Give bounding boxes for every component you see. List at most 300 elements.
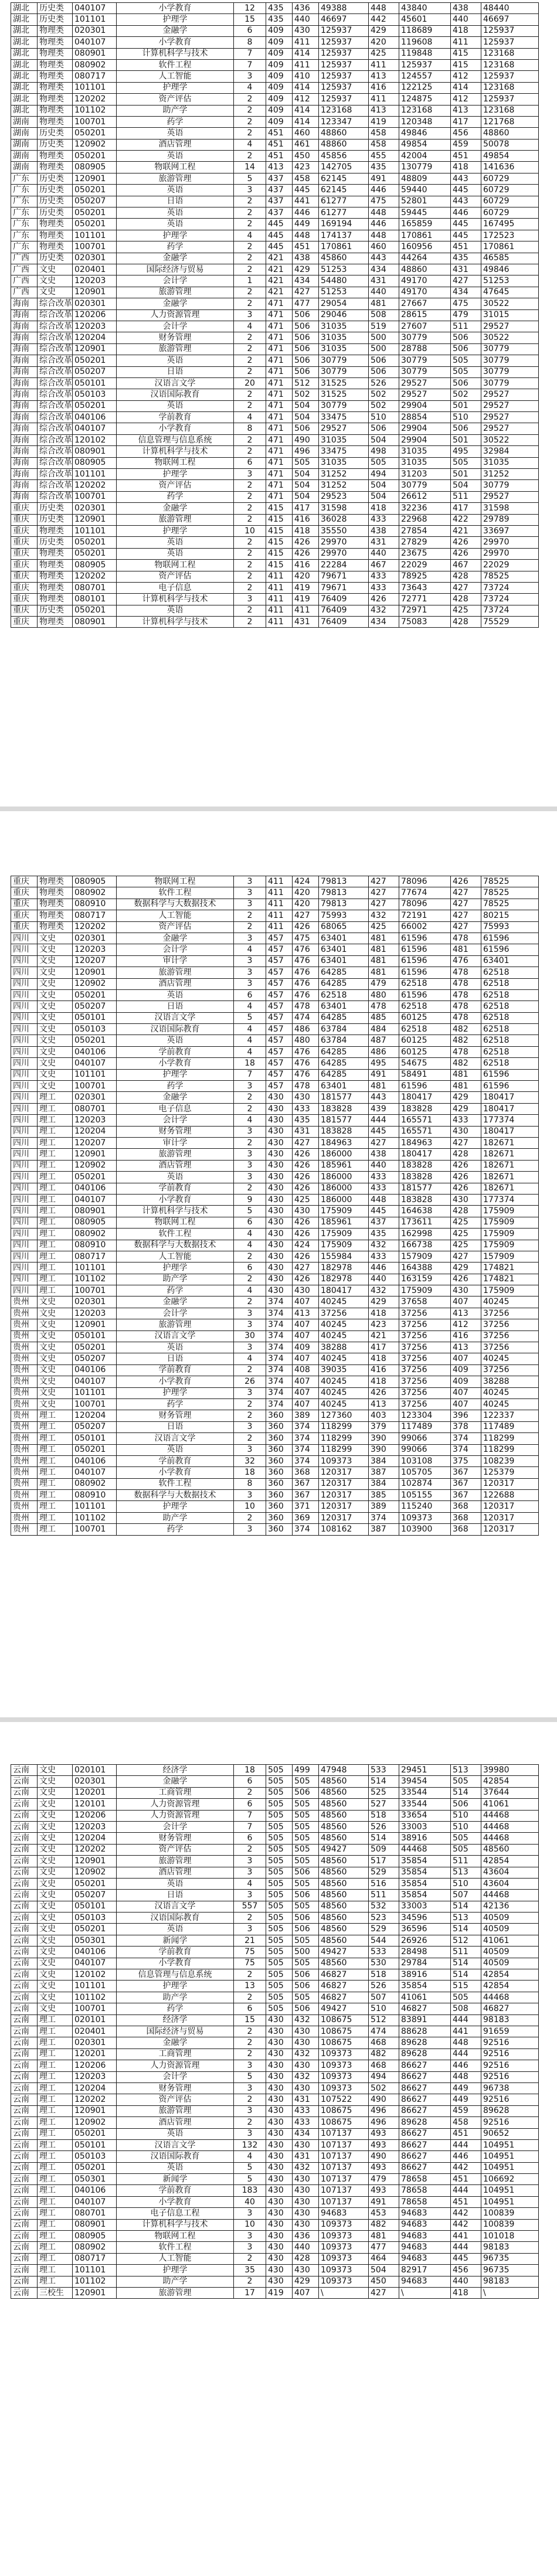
cell-major-code: 120901 xyxy=(73,1856,117,1867)
cell-control-line: 430 xyxy=(266,2014,293,2026)
cell-min-score: 417 xyxy=(293,503,319,514)
cell-max-score: 529 xyxy=(369,1924,399,1935)
cell-control-line: 437 xyxy=(266,196,293,207)
cell-max-rank: 103108 xyxy=(399,1455,451,1466)
cell-max-rank: 72971 xyxy=(399,605,451,616)
cell-plan-count: 2 xyxy=(234,241,266,253)
cell-avg-score: 501 xyxy=(451,400,481,411)
cell-min-score: 418 xyxy=(293,525,319,536)
cell-max-score: 498 xyxy=(369,446,399,457)
cell-avg-score: 505 xyxy=(451,1776,481,1787)
cell-control-line: 505 xyxy=(266,2003,293,2014)
cell-avg-rank: 40245 xyxy=(481,1353,539,1364)
cell-plan-count: 2 xyxy=(234,151,266,162)
cell-major-code: 050103 xyxy=(73,1024,117,1035)
cell-min-score: 374 xyxy=(293,1433,319,1444)
cell-major-code: 120202 xyxy=(73,571,117,582)
cell-province: 重庆 xyxy=(11,548,38,559)
cell-major-code: 080901 xyxy=(73,2219,117,2230)
cell-plan-count: 40 xyxy=(234,2196,266,2207)
cell-max-score: 511 xyxy=(369,1890,399,1901)
cell-max-rank: 173611 xyxy=(399,1217,451,1228)
cell-avg-rank: 122688 xyxy=(481,1490,539,1501)
cell-plan-count: 2 xyxy=(234,480,266,491)
table-body xyxy=(11,876,539,1536)
cell-max-rank: 82917 xyxy=(399,2265,451,2276)
table-row xyxy=(11,2026,539,2037)
cell-category: 理工 xyxy=(38,1251,73,1262)
cell-avg-rank: 31015 xyxy=(481,309,539,321)
cell-major-code: 080901 xyxy=(73,446,117,457)
cell-avg-score: 426 xyxy=(451,1160,481,1171)
cell-control-line: 430 xyxy=(266,1183,293,1194)
cell-category: 理工 xyxy=(38,2026,73,2037)
cell-province: 重庆 xyxy=(11,503,38,514)
cell-avg-score: 433 xyxy=(451,1115,481,1126)
cell-avg-score: 396 xyxy=(451,1410,481,1421)
cell-min-rank: 142705 xyxy=(319,162,369,173)
cell-max-rank: 117489 xyxy=(399,1421,451,1432)
cell-plan-count: 4 xyxy=(234,1285,266,1296)
cell-major-code: 120102 xyxy=(73,1969,117,1981)
cell-plan-count: 2 xyxy=(234,1137,266,1148)
cell-max-rank: 48809 xyxy=(399,173,451,184)
cell-min-rank: 48560 xyxy=(319,1913,369,1924)
cell-control-line: 451 xyxy=(266,128,293,139)
cell-plan-count: 3 xyxy=(234,2242,266,2253)
cell-min-score: 476 xyxy=(293,955,319,967)
cell-category: 理工 xyxy=(38,1194,73,1205)
cell-province: 贵州 xyxy=(11,1501,38,1512)
cell-max-score: 453 xyxy=(369,2208,399,2219)
cell-category: 理工 xyxy=(38,1524,73,1535)
cell-category: 文史 xyxy=(38,1901,73,1912)
cell-control-line: 451 xyxy=(266,139,293,150)
cell-min-rank: 30779 xyxy=(319,366,369,377)
cell-control-line: 360 xyxy=(266,1433,293,1444)
cell-plan-count: 2 xyxy=(234,1251,266,1262)
cell-avg-rank: 44468 xyxy=(481,1833,539,1844)
cell-major-name: 金融学 xyxy=(117,503,234,514)
cell-max-score: 427 xyxy=(369,876,399,887)
table-row xyxy=(11,59,539,70)
cell-province: 贵州 xyxy=(11,1433,38,1444)
cell-plan-count: 2 xyxy=(234,1969,266,1981)
cell-major-code: 120901 xyxy=(73,1319,117,1330)
cell-min-score: 369 xyxy=(293,1512,319,1523)
cell-control-line: 360 xyxy=(266,1478,293,1489)
cell-max-rank: 35854 xyxy=(399,1867,451,1878)
cell-min-score: 506 xyxy=(293,332,319,343)
cell-min-score: 474 xyxy=(293,1012,319,1023)
cell-min-score: 506 xyxy=(293,1981,319,1992)
cell-max-score: 432 xyxy=(369,1285,399,1296)
cell-plan-count: 4 xyxy=(234,321,266,332)
cell-category: 综合改革 xyxy=(38,298,73,309)
cell-avg-score: 427 xyxy=(451,887,481,899)
cell-plan-count: 3 xyxy=(234,1308,266,1319)
cell-max-rank: 78658 xyxy=(399,2196,451,2207)
cell-max-score: 491 xyxy=(369,2196,399,2207)
cell-plan-count: 2 xyxy=(234,537,266,548)
cell-major-name: 物联网工程 xyxy=(117,162,234,173)
cell-avg-rank: 141636 xyxy=(481,162,539,173)
cell-plan-count: 32 xyxy=(234,1455,266,1466)
cell-plan-count: 4 xyxy=(234,1046,266,1057)
cell-major-name: 旅游管理 xyxy=(117,343,234,355)
cell-min-rank: 125937 xyxy=(319,94,369,105)
cell-control-line: 471 xyxy=(266,309,293,321)
cell-min-rank: 48560 xyxy=(319,1878,369,1889)
table-row xyxy=(11,1992,539,2003)
cell-major-name: 助产学 xyxy=(117,1274,234,1285)
cell-plan-count: 3 xyxy=(234,1444,266,1455)
cell-avg-rank: 180417 xyxy=(481,1092,539,1103)
cell-plan-count: 3 xyxy=(234,1387,266,1398)
cell-category: 物理类 xyxy=(38,116,73,127)
cell-control-line: 457 xyxy=(266,944,293,955)
cell-plan-count: 2 xyxy=(234,366,266,377)
cell-province: 云南 xyxy=(11,1765,38,1776)
cell-max-score: 493 xyxy=(369,2162,399,2173)
cell-major-name: 财务管理 xyxy=(117,1126,234,1137)
cell-max-rank: 37256 xyxy=(399,1308,451,1319)
cell-max-rank: 62518 xyxy=(399,1001,451,1012)
cell-max-score: 432 xyxy=(369,605,399,616)
cell-min-rank: 31252 xyxy=(319,480,369,491)
cell-avg-rank: 43604 xyxy=(481,1867,539,1878)
cell-avg-score: 368 xyxy=(451,1501,481,1512)
cell-major-name: 学前教育 xyxy=(117,412,234,423)
cell-avg-score: 416 xyxy=(451,1330,481,1342)
cell-avg-rank: 92516 xyxy=(481,2071,539,2082)
cell-plan-count: 4 xyxy=(234,1229,266,1240)
cell-major-name: 财务管理 xyxy=(117,1410,234,1421)
cell-major-name: 计算机科学与技术 xyxy=(117,617,234,628)
cell-province: 云南 xyxy=(11,2082,38,2094)
cell-major-name: 助产学 xyxy=(117,1992,234,2003)
cell-min-rank: 181577 xyxy=(319,1115,369,1126)
cell-control-line: 471 xyxy=(266,321,293,332)
cell-min-score: 427 xyxy=(293,1137,319,1148)
cell-major-name: 英语 xyxy=(117,355,234,366)
cell-control-line: 411 xyxy=(266,617,293,628)
cell-control-line: 457 xyxy=(266,1001,293,1012)
cell-province: 四川 xyxy=(11,1069,38,1080)
cell-max-score: 434 xyxy=(369,264,399,275)
cell-min-score: 476 xyxy=(293,1058,319,1069)
cell-max-rank: 165859 xyxy=(399,219,451,230)
cell-min-rank: 107522 xyxy=(319,2094,369,2105)
cell-max-score: 514 xyxy=(369,1833,399,1844)
table-row xyxy=(11,910,539,921)
cell-control-line: 471 xyxy=(266,298,293,309)
cell-plan-count: 3 xyxy=(234,1890,266,1901)
cell-avg-rank: 92516 xyxy=(481,2037,539,2048)
cell-avg-score: 478 xyxy=(451,989,481,1001)
table-row xyxy=(11,1901,539,1912)
cell-max-score: 526 xyxy=(369,377,399,389)
cell-control-line: 421 xyxy=(266,253,293,264)
cell-min-rank: 175909 xyxy=(319,1240,369,1251)
cell-max-rank: 86627 xyxy=(399,2082,451,2094)
cell-avg-rank: 104951 xyxy=(481,2185,539,2196)
cell-category: 文史 xyxy=(38,1992,73,2003)
table-row xyxy=(11,2231,539,2242)
cell-province: 云南 xyxy=(11,1844,38,1855)
cell-avg-rank: 73724 xyxy=(481,594,539,605)
cell-max-rank: 78925 xyxy=(399,571,451,582)
cell-major-name: 酒店管理 xyxy=(117,1160,234,1171)
cell-avg-rank: 37256 xyxy=(481,1364,539,1376)
cell-max-score: 433 xyxy=(369,1172,399,1183)
cell-max-rank: 28854 xyxy=(399,412,451,423)
cell-max-rank: 35854 xyxy=(399,1856,451,1867)
cell-max-rank: 33544 xyxy=(399,1799,451,1810)
cell-min-rank: 31598 xyxy=(319,503,369,514)
cell-category: 理工 xyxy=(38,2105,73,2116)
cell-category: 文史 xyxy=(38,1319,73,1330)
cell-min-rank: 49427 xyxy=(319,1947,369,1958)
cell-max-score: 517 xyxy=(369,1856,399,1867)
cell-min-score: 506 xyxy=(293,1787,319,1798)
cell-min-score: 506 xyxy=(293,1924,319,1935)
cell-avg-rank: 60729 xyxy=(481,207,539,219)
cell-avg-score: 510 xyxy=(451,412,481,423)
cell-avg-rank: 47645 xyxy=(481,287,539,298)
cell-avg-rank: 33697 xyxy=(481,525,539,536)
cell-max-score: 440 xyxy=(369,287,399,298)
cell-major-name: 学前教育 xyxy=(117,1455,234,1466)
cell-plan-count: 2 xyxy=(234,1410,266,1421)
cell-avg-score: 501 xyxy=(451,434,481,445)
cell-major-name: 英语 xyxy=(117,605,234,616)
cell-category: 理工 xyxy=(38,2242,73,2253)
cell-max-score: 494 xyxy=(369,469,399,480)
cell-min-rank: 184963 xyxy=(319,1137,369,1148)
cell-avg-rank: 31252 xyxy=(481,469,539,480)
cell-category: 文史 xyxy=(38,989,73,1001)
cell-max-score: 390 xyxy=(369,1433,399,1444)
cell-min-score: 475 xyxy=(293,933,319,944)
cell-province: 湖北 xyxy=(11,105,38,116)
cell-major-name: 财务管理 xyxy=(117,332,234,343)
cell-min-score: 505 xyxy=(293,457,319,468)
cell-plan-count: 2 xyxy=(234,2026,266,2037)
cell-major-code: 120203 xyxy=(73,1821,117,1832)
cell-avg-score: 506 xyxy=(451,423,481,434)
cell-max-score: 426 xyxy=(369,1387,399,1398)
cell-avg-score: 414 xyxy=(451,82,481,93)
cell-min-rank: 79813 xyxy=(319,899,369,910)
cell-category: 历史类 xyxy=(38,185,73,196)
cell-category: 文史 xyxy=(38,944,73,955)
cell-avg-rank: 42136 xyxy=(481,1901,539,1912)
cell-min-rank: 108162 xyxy=(319,1524,369,1535)
cell-province: 四川 xyxy=(11,1206,38,1217)
cell-avg-score: 505 xyxy=(451,1833,481,1844)
cell-province: 云南 xyxy=(11,1924,38,1935)
cell-major-name: 计算机科学与技术 xyxy=(117,446,234,457)
cell-min-rank: 63401 xyxy=(319,933,369,944)
cell-max-rank: 94683 xyxy=(399,2242,451,2253)
cell-max-rank: 73643 xyxy=(399,582,451,593)
table-row xyxy=(11,1890,539,1901)
cell-max-rank: 29527 xyxy=(399,377,451,389)
cell-major-name: 软件工程 xyxy=(117,59,234,70)
cell-avg-score: 513 xyxy=(451,1913,481,1924)
cell-avg-score: 438 xyxy=(451,3,481,14)
cell-plan-count: 15 xyxy=(234,14,266,25)
cell-avg-score: 444 xyxy=(451,2185,481,2196)
table-row xyxy=(11,1433,539,1444)
table-row xyxy=(11,989,539,1001)
cell-major-code: 120901 xyxy=(73,287,117,298)
cell-plan-count: 2 xyxy=(234,2276,266,2287)
cell-min-score: 430 xyxy=(293,2060,319,2071)
cell-avg-score: 451 xyxy=(451,2128,481,2139)
cell-major-code: 101102 xyxy=(73,1992,117,2003)
cell-category: 理工 xyxy=(38,2231,73,2242)
cell-avg-rank: 90652 xyxy=(481,2128,539,2139)
cell-plan-count: 2 xyxy=(234,2048,266,2060)
cell-category: 历史类 xyxy=(38,3,73,14)
cell-max-score: 491 xyxy=(369,1069,399,1080)
table-row xyxy=(11,2185,539,2196)
cell-max-rank: 35854 xyxy=(399,1981,451,1992)
cell-max-rank: 35854 xyxy=(399,1878,451,1889)
cell-max-score: 431 xyxy=(369,537,399,548)
cell-max-score: 480 xyxy=(369,989,399,1001)
cell-avg-score: 451 xyxy=(451,2174,481,2185)
cell-avg-rank: 61596 xyxy=(481,1069,539,1080)
cell-min-score: 426 xyxy=(293,1160,319,1171)
cell-min-score: 389 xyxy=(293,1410,319,1421)
cell-province: 云南 xyxy=(11,2117,38,2128)
cell-control-line: 430 xyxy=(266,1137,293,1148)
cell-province: 四川 xyxy=(11,1012,38,1023)
cell-major-code: 120202 xyxy=(73,480,117,491)
cell-major-name: 金融学 xyxy=(117,298,234,309)
table-row xyxy=(11,955,539,967)
cell-min-rank: 64285 xyxy=(319,1069,369,1080)
cell-major-code: 020301 xyxy=(73,1776,117,1787)
cell-category: 理工 xyxy=(38,2219,73,2230)
cell-plan-count: 5 xyxy=(234,173,266,184)
cell-major-name: 英语 xyxy=(117,185,234,196)
cell-max-rank: 86627 xyxy=(399,2162,451,2173)
cell-avg-rank: 117489 xyxy=(481,1421,539,1432)
cell-major-name: 小学教育 xyxy=(117,1467,234,1478)
cell-avg-score: 478 xyxy=(451,978,481,989)
cell-min-rank: 37256 xyxy=(319,1308,369,1319)
cell-avg-score: 412 xyxy=(451,1319,481,1330)
cell-avg-score: 475 xyxy=(451,298,481,309)
cell-avg-rank: 175909 xyxy=(481,1217,539,1228)
cell-min-score: 512 xyxy=(293,377,319,389)
cell-max-rank: 109373 xyxy=(399,1512,451,1523)
cell-major-name: 小学教育 xyxy=(117,1058,234,1069)
cell-min-rank: 48560 xyxy=(319,1867,369,1878)
cell-min-score: 433 xyxy=(293,2117,319,2128)
table-section-1 xyxy=(0,2,557,628)
cell-max-score: 432 xyxy=(369,1240,399,1251)
table-row xyxy=(11,71,539,82)
cell-province: 云南 xyxy=(11,2208,38,2219)
cell-min-rank: 125937 xyxy=(319,37,369,48)
cell-min-rank: 63401 xyxy=(319,955,369,967)
cell-avg-score: 378 xyxy=(451,1421,481,1432)
cell-min-rank: 48860 xyxy=(319,128,369,139)
cell-plan-count: 4 xyxy=(234,1240,266,1251)
cell-major-name: 英语 xyxy=(117,1444,234,1455)
cell-max-score: 525 xyxy=(369,1787,399,1798)
cell-province: 云南 xyxy=(11,2242,38,2253)
cell-major-code: 050103 xyxy=(73,2151,117,2162)
cell-province: 四川 xyxy=(11,1126,38,1137)
cell-major-name: 会计学 xyxy=(117,275,234,287)
cell-major-name: 英语 xyxy=(117,1172,234,1183)
table-row xyxy=(11,491,539,502)
cell-min-rank: 45860 xyxy=(319,253,369,264)
cell-major-code: 050201 xyxy=(73,1342,117,1353)
cell-max-score: 510 xyxy=(369,2003,399,2014)
cell-avg-rank: 104951 xyxy=(481,2196,539,2207)
cell-province: 四川 xyxy=(11,978,38,989)
cell-min-score: 430 xyxy=(293,2026,319,2037)
cell-province: 贵州 xyxy=(11,1490,38,1501)
cell-major-code: 050101 xyxy=(73,1433,117,1444)
cell-avg-rank: 91659 xyxy=(481,2026,539,2037)
cell-avg-score: 511 xyxy=(451,491,481,502)
table-row xyxy=(11,514,539,525)
cell-min-score: 367 xyxy=(293,1490,319,1501)
cell-max-score: 518 xyxy=(369,1810,399,1821)
table-row xyxy=(11,1342,539,1353)
cell-control-line: 457 xyxy=(266,1035,293,1046)
cell-max-rank: 31035 xyxy=(399,446,451,457)
cell-category: 历史类 xyxy=(38,253,73,264)
cell-major-name: 小学教育 xyxy=(117,1958,234,1969)
cell-avg-score: 502 xyxy=(451,389,481,400)
cell-max-score: 519 xyxy=(369,321,399,332)
cell-control-line: 471 xyxy=(266,343,293,355)
cell-max-rank: 123304 xyxy=(399,1410,451,1421)
cell-province: 湖北 xyxy=(11,59,38,70)
cell-min-rank: 109373 xyxy=(319,2048,369,2060)
cell-major-code: 080101 xyxy=(73,594,117,605)
cell-avg-score: 514 xyxy=(451,1787,481,1798)
cell-major-name: 会计学 xyxy=(117,1821,234,1832)
cell-category: 文史 xyxy=(38,955,73,967)
cell-category: 物理类 xyxy=(38,899,73,910)
cell-min-rank: 31035 xyxy=(319,321,369,332)
cell-major-code: 020301 xyxy=(73,253,117,264)
cell-min-score: 426 xyxy=(293,1251,319,1262)
cell-min-score: 431 xyxy=(293,617,319,628)
cell-min-rank: 40245 xyxy=(319,1319,369,1330)
cell-max-rank: 37658 xyxy=(399,1296,451,1308)
cell-max-rank: 29904 xyxy=(399,434,451,445)
cell-min-score: 476 xyxy=(293,944,319,955)
cell-max-rank: 37256 xyxy=(399,1330,451,1342)
cell-min-score: 374 xyxy=(293,1421,319,1432)
cell-province: 云南 xyxy=(11,2265,38,2276)
cell-control-line: 430 xyxy=(266,2094,293,2105)
cell-major-code: 080905 xyxy=(73,162,117,173)
cell-min-score: 486 xyxy=(293,1024,319,1035)
cell-plan-count: 3 xyxy=(234,1867,266,1878)
